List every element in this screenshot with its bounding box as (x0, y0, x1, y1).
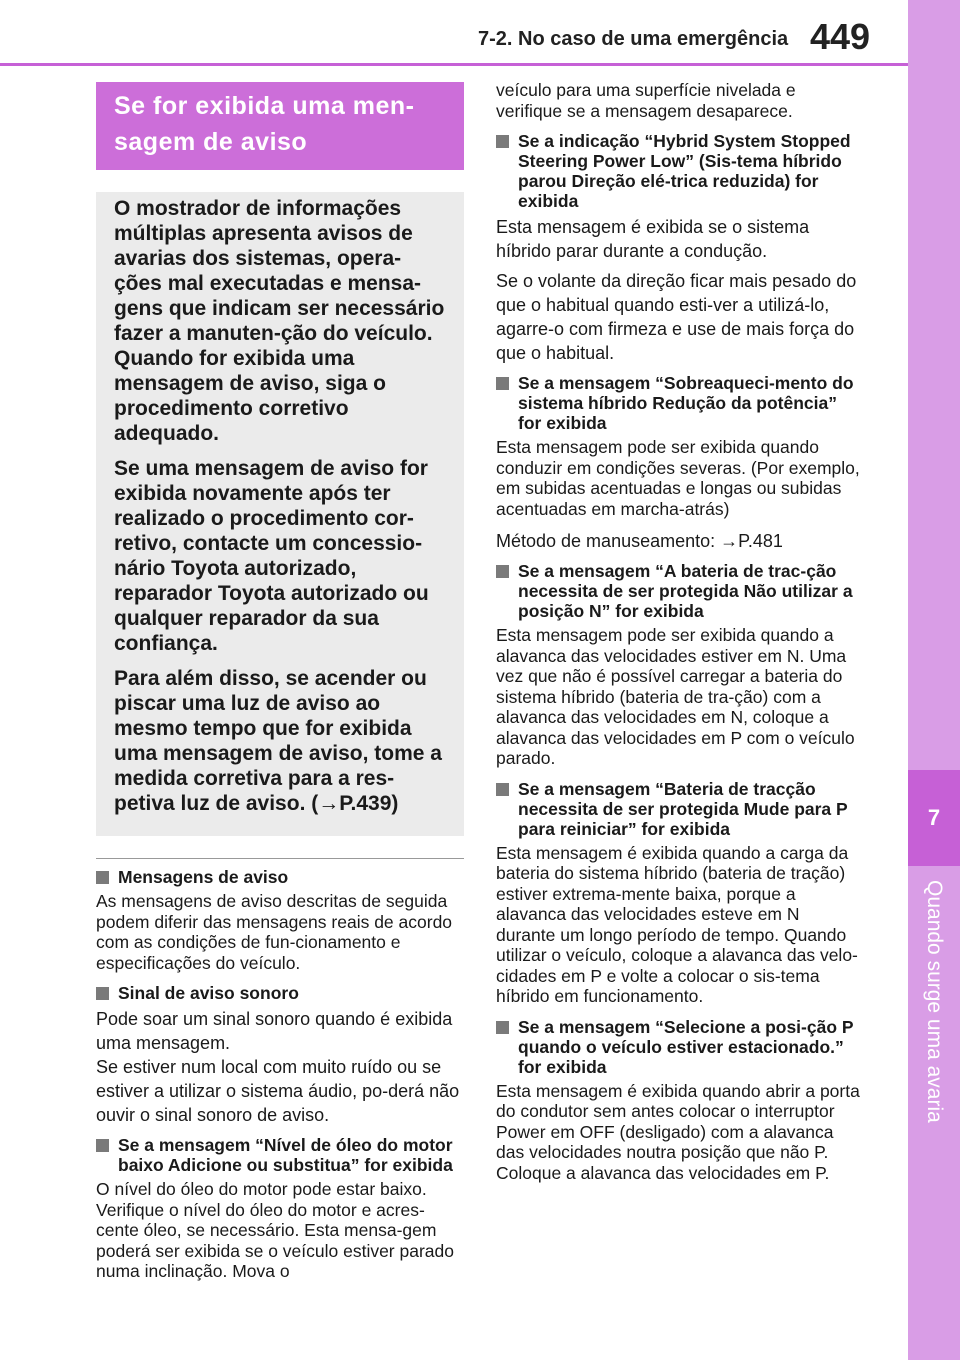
square-bullet-icon (496, 565, 509, 578)
subheading-text: Se a indicação “Hybrid System Stopped Steering Power Low” (Sis-tema híbrido parou Direção elé-trica reduzida) for exibida (518, 131, 851, 211)
subheading-text: Se a mensagem “Nível de óleo do motor baixo Adicione ou substitua” for exibida (118, 1135, 453, 1175)
subheading-text: Se a mensagem “Bateria de tracção necessita de ser protegida Mude para P para reiniciar” for exibida (518, 778, 848, 839)
square-bullet-icon (496, 135, 509, 148)
chapter-number: 7 (908, 770, 960, 866)
subheading-battery-protect-n (496, 561, 862, 621)
divider (96, 858, 464, 859)
paragraph: Pode soar um sinal sonoro quando é exibida uma mensagem. (96, 1009, 453, 1053)
subheading-select-p (496, 1017, 862, 1077)
chapter-title: Quando surge uma avaria (923, 880, 946, 1123)
square-bullet-icon (496, 783, 509, 796)
subheading-warning-messages (96, 867, 464, 887)
paragraph: Método de manuseamento: →P.481 (496, 531, 783, 551)
subheading-text: Se a mensagem “Selecione a posi-ção P quando o veículo estiver estacionado.” for exibida (518, 1016, 854, 1077)
subheading-hybrid-stopped (496, 131, 862, 211)
subheading-text: Se a mensagem “Sobreaqueci-mento do sistema híbrido Redução da potência” for exibida (518, 373, 854, 433)
header-divider (0, 63, 908, 66)
subheading-text: Mensagens de aviso (118, 867, 289, 887)
intro-paragraph-1: O mostrador de informações múltiplas apresenta avisos de avarias dos sistemas, opera-ções mal executadas e mensa-gens que indicam ser necessário fazer a manuten-ção do veículo. Quando for exibida uma mensagem de aviso, siga o procedimento corretivo adequado. (114, 197, 445, 445)
section-banner: Se for exibida uma men-sagem de aviso (96, 82, 464, 170)
paragraph: veículo para uma superfície nivelada e verifique se a mensagem desaparece. (496, 80, 796, 121)
paragraph: Esta mensagem é exibida se o sistema híbrido parar durante a condução. (496, 217, 810, 261)
paragraph: Esta mensagem é exibida quando abrir a porta do condutor sem antes colocar o interruptor Power em OFF (desligado) com a alavanca das velocidades noutra posição que não P. Coloque a alavanca das velocidades em P. (496, 1080, 860, 1183)
paragraph: O nível do óleo do motor pode estar baixo. Verifique o nível do óleo do motor e acres-cente óleo, se necessário. Esta mensa-gem poderá ser exibida se o veículo estiver parado numa inclinação. Mova o (96, 1179, 454, 1281)
subheading-overheat (496, 373, 862, 433)
paragraph: Esta mensagem pode ser exibida quando conduzir em condições severas. (Por exemplo, em subidas acentuadas e longas ou subidas acentuadas em marcha-atrás) (496, 437, 860, 519)
intro-box (96, 192, 464, 836)
subheading-text: Sinal de aviso sonoro (118, 983, 299, 1003)
square-bullet-icon (96, 987, 109, 1000)
intro-paragraph-3: Para além disso, se acender ou piscar uma luz de aviso ao mesmo tempo que for exibida uma mensagem de aviso, tome a medida corretiva para a res-petiva luz de aviso. (→P.439) (114, 667, 442, 815)
paragraph: As mensagens de aviso descritas de seguida podem diferir das mensagens reais de acordo com as condições de fun-cionamento e especificações do veículo. (96, 891, 453, 973)
left-column (96, 82, 464, 1292)
paragraph: Se o volante da direção ficar mais pesado do que o habitual quando esti-ver a utilizá-lo, agarre-o com firmeza e use de mais força do que o habitual. (496, 271, 857, 363)
chapter-side-tab (908, 0, 960, 1360)
paragraph: Esta mensagem pode ser exibida quando a alavanca das velocidades estiver em N. Uma vez que não é possível carregar a bateria do sistema híbrido (bateria de tra-ção) com a alavanca das velocidades em N, coloque a alavanca das velocidades em P com o veículo parado. (496, 625, 855, 768)
subheading-oil-level (96, 1135, 464, 1175)
square-bullet-icon (96, 1139, 109, 1152)
subheading-text: Se a mensagem “A bateria de trac-ção necessita de ser protegida Não utilizar a posição N” for exibida (518, 561, 853, 621)
paragraph: Esta mensagem é exibida quando a carga da bateria do sistema híbrido (bateria de tração) estiver extrema-mente baixa, porque a alavanca das velocidades esteve em N durante um longo período de tempo. Quando utilizar o veículo, coloque a alavanca das velo-cidades em P e volte a colocar o sis-tema híbrido em funcionamento. (496, 842, 858, 1006)
right-column (496, 80, 862, 1193)
paragraph: Se estiver num local com muito ruído ou se estiver a utilizar o sistema áudio, po-derá não ouvir o sinal sonoro de aviso. (96, 1057, 460, 1125)
subheading-buzzer (96, 983, 464, 1003)
intro-paragraph-2: Se uma mensagem de aviso for exibida novamente após ter realizado o procedimento cor-retivo, contacte um concessio-nário Toyota autorizado, reparador Toyota autorizado ou qualquer reparador da sua confiança. (114, 457, 429, 655)
section-title: 7-2. No caso de uma emergência (478, 28, 789, 50)
square-bullet-icon (96, 871, 109, 884)
subheading-battery-protect-p (496, 779, 862, 839)
page-number: 449 (810, 16, 871, 57)
square-bullet-icon (496, 377, 509, 390)
square-bullet-icon (496, 1021, 509, 1034)
